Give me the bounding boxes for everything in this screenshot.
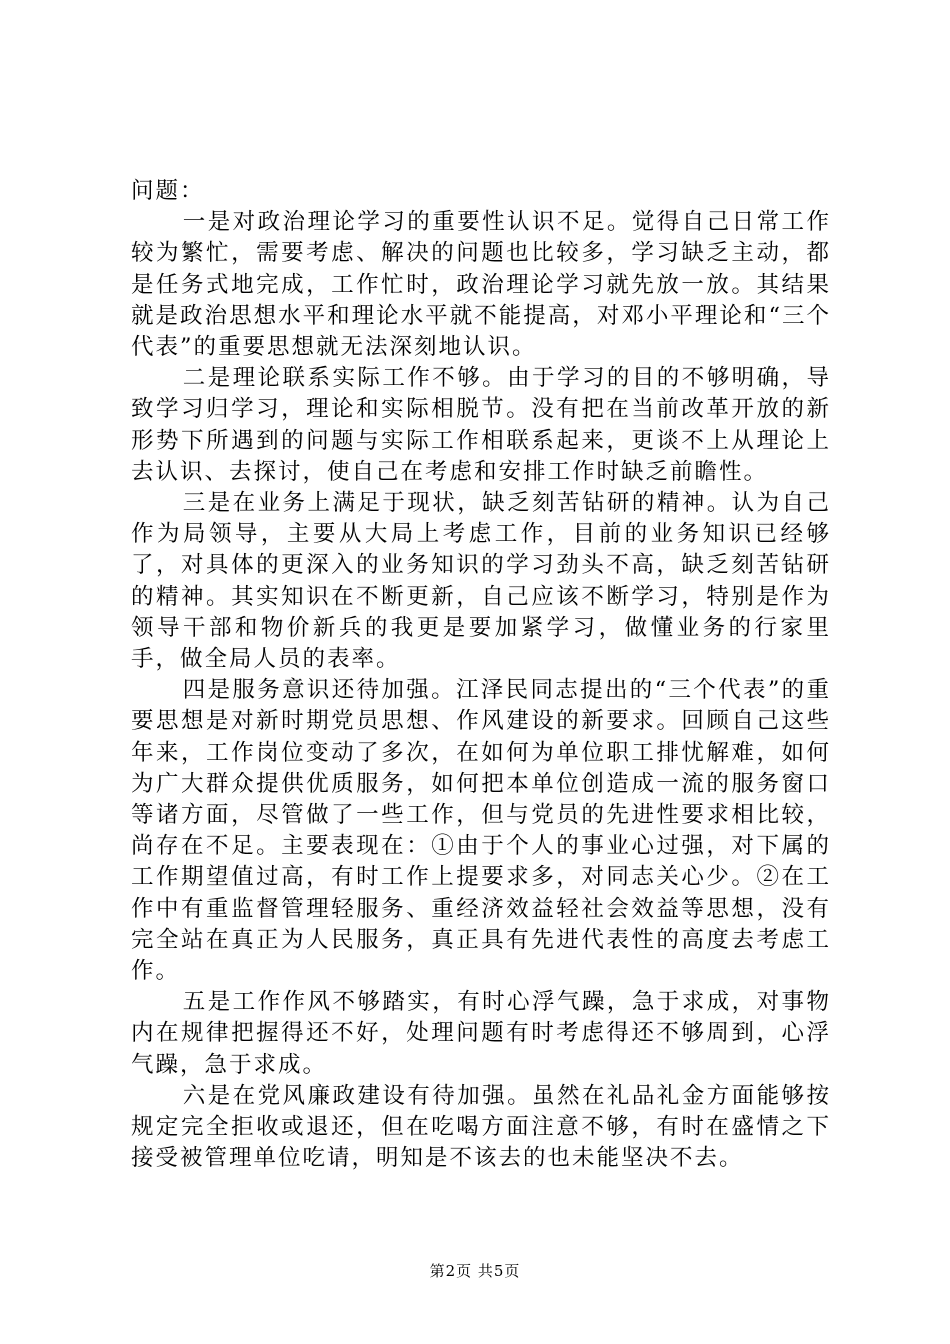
page-number-footer: 第2页 共5页 [429, 1262, 521, 1280]
paragraph-6: 六是在党风廉政建设有待加强。虽然在礼品礼金方面能够按规定完全拒收或退还，但在吃喝方面注意不够，有时在盛情之下接受被管理单位吃请，明知是不该去的也未能坚决不去。 [131, 1082, 831, 1172]
paragraph-2: 二是理论联系实际工作不够。由于学习的目的不够明确，导致学习归学习，理论和实际相脱节。没有把在当前改革开放的新形势下所遇到的问题与实际工作相联系起来，更谈不上从理论上去认识、去探讨，使自己在考虑和安排工作时缺乏前瞻性。 [131, 365, 831, 485]
paragraph-5: 五是工作作风不够踏实，有时心浮气躁，急于求成，对事物内在规律把握得还不好，处理问题有时考虑得还不够周到，心浮气躁，急于求成。 [131, 989, 831, 1078]
section-heading: 问题： [131, 178, 205, 204]
paragraph-1: 一是对政治理论学习的重要性认识不足。觉得自己日常工作较为繁忙，需要考虑、解决的问题也比较多，学习缺乏主动，都是任务式地完成，工作忙时，政治理论学习就先放一放。其结果就是政治思想水平和理论水平就不能提高，对邓小平理论和“三个代表”的重要思想就无法深刻地认识。 [131, 209, 831, 361]
paragraph-3: 三是在业务上满足于现状，缺乏刻苦钻研的精神。认为自己作为局领导，主要从大局上考虑工作，目前的业务知识已经够了，对具体的更深入的业务知识的学习劲头不高，缺乏刻苦钻研的精神。其实知识在不断更新，自己应该不断学习，特别是作为领导干部和物价新兵的我更是要加紧学习，做懂业务的行家里手，做全局人员的表率。 [131, 490, 831, 673]
paragraph-4: 四是服务意识还待加强。江泽民同志提出的“三个代表”的重要思想是对新时期党员思想、作风建设的新要求。回顾自己这些年来，工作岗位变动了多次，在如何为单位职工排忧解难，如何为广大群众提供优质服务，如何把本单位创造成一流的服务窗口等诸方面，尽管做了一些工作，但与党员的先进性要求相比较，尚存在不足。主要表现在：①由于个人的事业心过强，对下属的工作期望值过高，有时工作上提要求多，对同志关心少。②在工作中有重监督管理轻服务、重经济效益轻社会效益等思想，没有完全站在真正为人民服务，真正具有先进代表性的高度去考虑工作。 [131, 677, 831, 985]
document-body [131, 176, 831, 1175]
